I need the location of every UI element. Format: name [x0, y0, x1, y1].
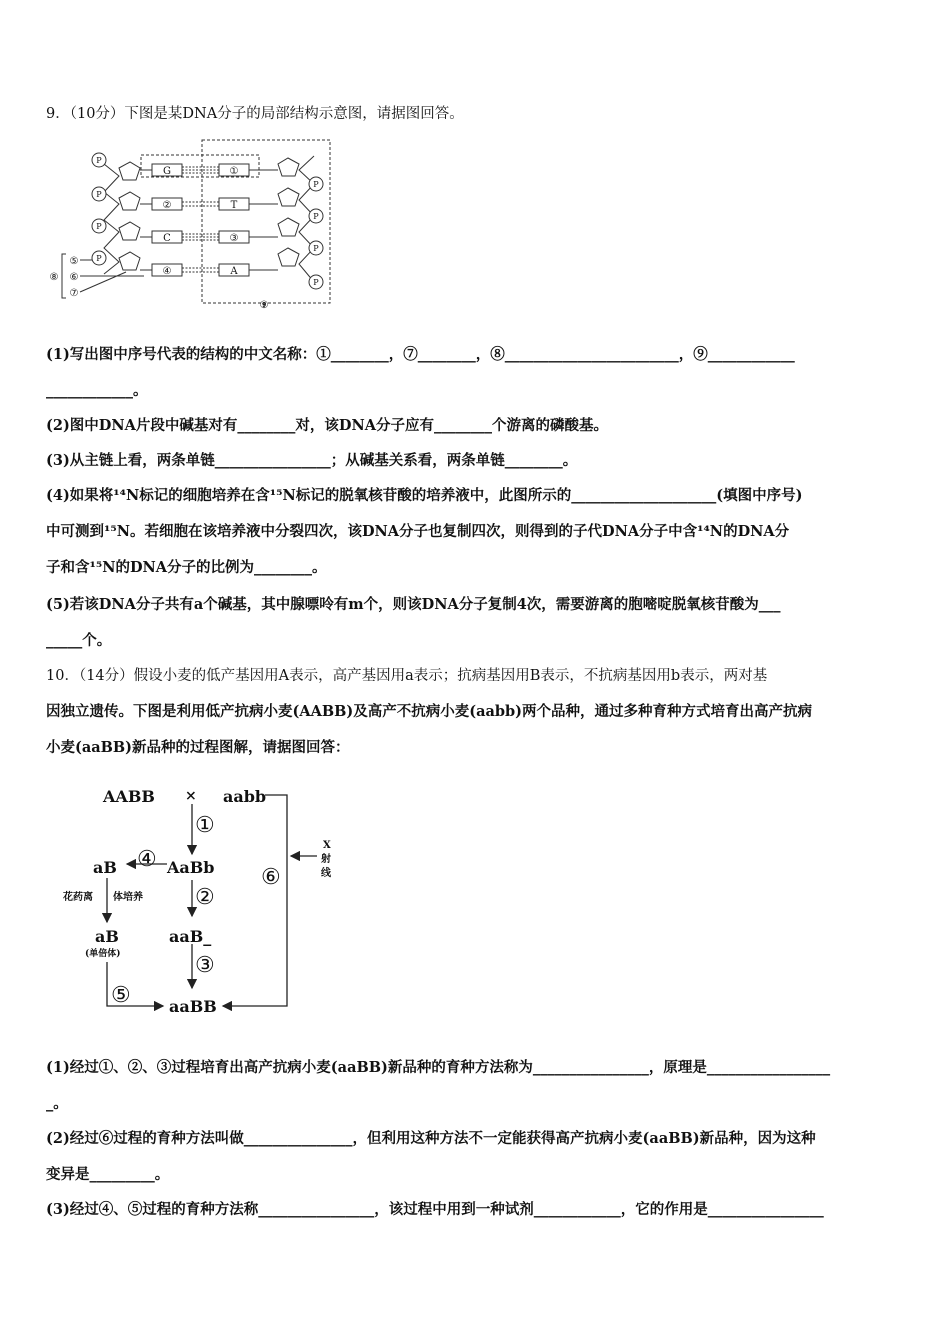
base-right-1: ① — [229, 166, 239, 177]
label-eight: ⑧ — [49, 272, 59, 283]
f1-aabb: AaBb — [167, 858, 215, 877]
base-left-3: C — [163, 233, 171, 244]
q10-line-3: (2)经过⑥过程的育种方法叫做_______________，但利用这种方法不一定能获得高产抗病小麦(aaBB)新品种，因为这种 — [46, 1130, 816, 1147]
parent-aabb-high: aabb — [223, 787, 267, 806]
dashed-box-top — [141, 155, 259, 177]
q10-line-4: 变异是_________。 — [46, 1166, 170, 1183]
selected-aab: aaB_ — [169, 927, 212, 946]
step-2: ② — [195, 885, 215, 910]
q10-line-1: (1)经过①、②、③过程培育出高产抗病小麦(aaBB)新品种的育种方法称为________________，原理是_________________ — [46, 1059, 831, 1076]
q9-line-7: 子和含¹⁵N的DNA分子的比例为________。 — [46, 559, 327, 576]
q10-intro-2: 因独立遗传。下图是利用低产抗病小麦(AABB)及高产不抗病小麦(aabb)两个品种，通过多种育种方式培育出高产抗病 — [46, 703, 813, 720]
label-nine: ⑨ — [259, 300, 269, 311]
q9-line-5: (4)如果将¹⁴N标记的细胞培养在含¹⁵N标记的脱氧核苷酸的培养液中，此图所示的____________________(填图中序号) — [46, 487, 803, 504]
target-aabb: aaBB — [169, 997, 217, 1016]
step-6: ⑥ — [261, 865, 281, 890]
xray-label-x: X — [323, 840, 331, 851]
phosphate-label: P — [96, 222, 102, 231]
q10-line-5: (3)经过④、⑤过程的育种方法称________________，该过程中用到一种试剂____________，它的作用是________________ — [46, 1201, 824, 1218]
xray-label-a: 射 — [321, 854, 331, 865]
q9-line-6: 中可测到¹⁵N。若细胞在该培养液中分裂四次，该DNA分子也复制四次，则得到的子代DNA分子中含¹⁴N的DNA分 — [46, 523, 790, 540]
phosphate-label: P — [313, 278, 319, 287]
base-right-4: A — [230, 266, 238, 277]
haploid-note: (单倍体) — [85, 949, 121, 959]
gamete-ab: aB — [93, 858, 117, 877]
dna-structure-diagram — [44, 136, 344, 311]
q9-line-4: (3)从主链上看，两条单链________________；从碱基关系看，两条单链________。 — [46, 452, 578, 469]
label-five: ⑤ — [69, 256, 79, 267]
phosphate-label: P — [313, 180, 319, 189]
q9-line-3: (2)图中DNA片段中碱基对有________对，该DNA分子应有________个游离的磷酸基。 — [46, 417, 608, 434]
parent-aabb-low: AABB — [103, 787, 155, 806]
q9-line-9: _____个。 — [46, 632, 112, 649]
q9-line-2: ____________。 — [46, 382, 148, 399]
q9-line-8: (5)若该DNA分子共有a个碱基，其中腺嘌呤有m个，则该DNA分子复制4次，需要游离的胞嘧啶脱氧核苷酸为___ — [46, 596, 781, 613]
label-six: ⑥ — [69, 272, 79, 283]
q9-header: 9．（10分）下图是某DNA分子的局部结构示意图，请据图回答。 — [46, 106, 464, 122]
base-right-2: T — [230, 200, 238, 211]
phosphate-label: P — [96, 156, 102, 165]
step-4: ④ — [137, 847, 157, 872]
cross-symbol: × — [185, 788, 197, 804]
q10-intro-3: 小麦(aaBB)新品种的过程图解，请据图回答： — [46, 739, 350, 756]
culture-label-a: 花药离 — [63, 892, 93, 903]
q9-line-1: (1)写出图中序号代表的结构的中文名称：①________，⑦________，⑧________________________，⑨____________ — [46, 346, 795, 363]
step-1: ① — [195, 813, 215, 838]
breeding-diagram — [55, 778, 355, 1018]
phosphate-label: P — [96, 254, 102, 263]
base-right-3: ③ — [229, 233, 239, 244]
culture-label-b: 体培养 — [113, 892, 143, 903]
haploid-ab: aB — [95, 927, 119, 946]
step-3: ③ — [195, 953, 215, 978]
q10-intro-1: 10．（14分）假设小麦的低产基因用A表示，高产基因用a表示；抗病基因用B表示，不抗病基因用b表示，两对基 — [46, 668, 768, 684]
base-left-1: G — [163, 166, 171, 177]
base-left-2: ② — [162, 200, 172, 211]
q10-line-2: _。 — [46, 1095, 68, 1112]
phosphate-label: P — [313, 212, 319, 221]
xray-label-b: 线 — [321, 868, 331, 879]
step-5: ⑤ — [111, 983, 131, 1008]
phosphate-label: P — [96, 190, 102, 199]
label-seven: ⑦ — [69, 288, 79, 299]
phosphate-label: P — [313, 244, 319, 253]
base-left-4: ④ — [162, 266, 172, 277]
